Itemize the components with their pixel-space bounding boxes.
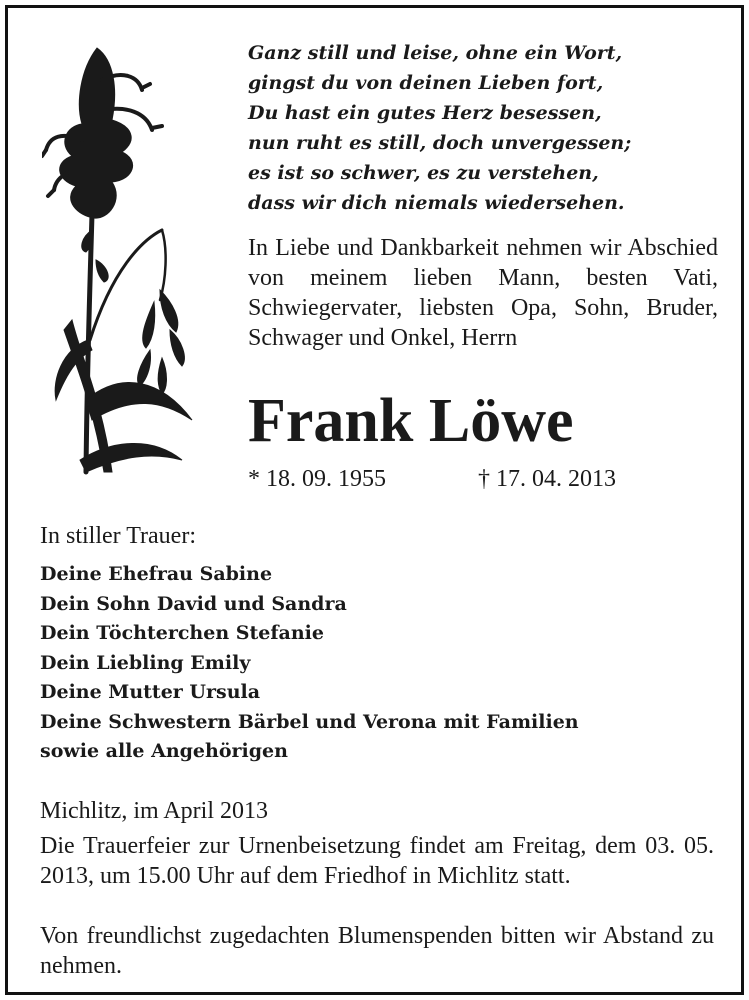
mourners-heading: In stiller Trauer: — [40, 523, 196, 549]
grass-illustration-icon — [42, 40, 202, 480]
poem-line: nun ruht es still, doch unvergessen; — [248, 132, 632, 154]
obituary-card — [5, 5, 744, 995]
mourner-entry: sowie alle Angehörigen — [40, 740, 288, 762]
funeral-notice: Die Trauerfeier zur Urnenbeisetzung findet am Freitag, dem 03. 05. 2013, um 15.00 Uhr auf dem Friedhof in Michlitz statt. — [40, 833, 714, 889]
death-date: † 17. 04. 2013 — [478, 466, 616, 492]
mourner-entry: Deine Schwestern Bärbel und Verona mit Familien — [40, 710, 579, 733]
mourner-entry: Deine Ehefrau Sabine — [40, 563, 273, 585]
poem-line: Du hast ein gutes Herz besessen, — [248, 102, 602, 124]
birth-date: * 18. 09. 1955 — [248, 466, 386, 492]
poem-line: es ist so schwer, es zu verstehen, — [248, 162, 599, 184]
poem-line: Ganz still und leise, ohne ein Wort, — [248, 42, 623, 64]
deceased-name: Frank Löwe — [248, 387, 574, 455]
mourners-list — [40, 560, 730, 767]
place-date: Michlitz, im April 2013 — [40, 798, 268, 824]
poem — [248, 38, 708, 218]
farewell-intro: In Liebe und Dankbarkeit nehmen wir Abschied von meinem lieben Mann, besten Vati, Schwiegervater, liebsten Opa, Sohn, Bruder, Schwager und Onkel, Herrn — [248, 235, 718, 351]
mourner-entry: Dein Töchterchen Stefanie — [40, 622, 324, 644]
mourner-entry: Deine Mutter Ursula — [40, 681, 261, 703]
mourner-entry: Dein Liebling Emily — [40, 651, 251, 674]
mourner-entry: Dein Sohn David und Sandra — [40, 592, 347, 615]
flowers-notice: Von freundlichst zugedachten Blumenspenden bitten wir Abstand zu nehmen. — [40, 923, 714, 979]
poem-line: gingst du von deinen Lieben fort, — [248, 72, 604, 94]
poem-line: dass wir dich niemals wiedersehen. — [248, 192, 625, 214]
